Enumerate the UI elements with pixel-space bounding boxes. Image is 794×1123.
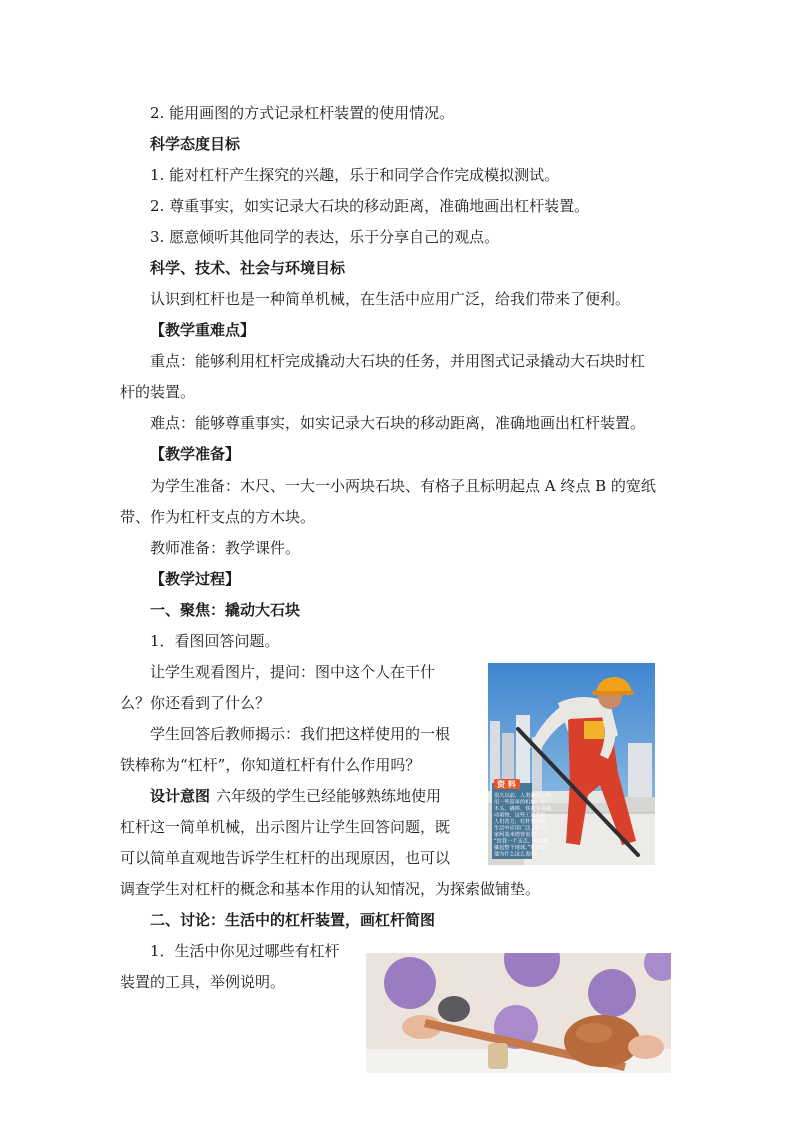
design-intent-line-1 (150, 786, 441, 806)
ruler-lever-illustration (366, 953, 671, 1073)
design-intent-label: 设计意图 (150, 787, 211, 805)
caption-line: 家阿基米德曾说过： (494, 832, 541, 838)
caption-badge: 资 料 (497, 780, 516, 789)
design-intent-line-3: 可以简单直观地告诉学生杠杆的出现原因，也可以 (120, 849, 451, 867)
attitude-item-2: 2. 尊重事实，如实记录大石块的移动距离，准确地画出杠杆装置。 (150, 197, 590, 215)
caption-line: 他为什么这么说吗？ (494, 851, 541, 858)
prep-student-line-2: 带、作为杠杆支点的方木块。 (120, 508, 316, 526)
caption-line: 生活中应用广泛，科学 (494, 825, 546, 832)
section-heading-key-points: 【教学重难点】 (150, 321, 256, 339)
design-intent-line-4: 调查学生对杠杆的概念和基本作用的认知情况，为探索做铺垫。 (120, 880, 541, 898)
section-heading-attitude: 科学态度目标 (150, 135, 241, 153)
step-heading-focus: 一、聚焦：撬动大石块 (150, 601, 301, 619)
section-heading-process: 【教学过程】 (150, 570, 241, 588)
caption-line: 撬起整个地球。”你知道 (494, 845, 546, 851)
caption-line: 木头、撬棒、铁锹等来撬 (494, 806, 552, 812)
attitude-item-1: 1. 能对杠杆产生探究的兴趣，乐于和同学合作完成模拟测试。 (150, 166, 560, 184)
discuss-line-2: 装置的工具，举例说明。 (120, 973, 286, 991)
section-heading-preparation: 【教学准备】 (150, 445, 241, 463)
prep-teacher-line: 教师准备：教学课件。 (150, 539, 301, 557)
stse-text: 认识到杠杆也是一种简单机械，在生活中应用广泛，给我们带来了便利。 (150, 290, 631, 308)
section-heading-stse: 科学、技术、社会与环境目标 (150, 259, 346, 277)
prep-student-line-1: 为学生准备：木尺、一大一小两块石块、有格子且标明起点 A 终点 B 的宽纸 (150, 477, 656, 495)
ruler-lever-photo (366, 953, 671, 1073)
reveal-line-2: 铁棒称为“杠杆”，你知道杠杆有什么作用吗？ (120, 756, 421, 774)
worker-lever-illustration (488, 663, 655, 865)
caption-line: 动重物，这些工具帮助 (494, 812, 546, 819)
difficulty-line: 难点：能够尊重事实，如实记录大石块的移动距离，准确地画出杠杆装置。 (150, 414, 646, 432)
caption-line: “给我一个支点，我就能 (494, 838, 549, 845)
caption-line: 用一些简单的机械，如 (494, 799, 546, 806)
discuss-line-1: 1．生活中你见过哪些有杠杆 (150, 942, 340, 960)
worker-lever-photo (488, 663, 655, 865)
key-point-line-2: 杆的装置。 (120, 383, 196, 401)
design-intent-line-2: 杠杆这一简单机械，出示图片让学生回答问题，既 (120, 818, 451, 836)
question-line-2: 么？你还看到了什么？ (120, 694, 271, 712)
key-point-line-1: 重点：能够利用杠杆完成撬动大石块的任务，并用图式记录撬动大石块时杠 (150, 352, 646, 370)
attitude-item-3: 3. 愿意倾听其他同学的表达，乐于分享自己的观点。 (150, 228, 500, 246)
caption-line: 人们省力，杠杆原理在 (494, 819, 546, 825)
caption-line: 很久以前，人类就学会利 (494, 793, 552, 799)
design-intent-text: 六年级的学生已经能够熟练地使用 (216, 787, 442, 805)
step-heading-discuss: 二、讨论：生活中的杠杆装置，画杠杆简图 (150, 911, 436, 929)
question-line-1: 让学生观看图片，提问：图中这个人在干什 (150, 663, 436, 681)
reveal-line-1: 学生回答后教师揭示：我们把这样使用的一根 (150, 725, 451, 743)
step-1-title: 1．看图回答问题。 (150, 632, 280, 650)
objective-line-1: 2. 能用画图的方式记录杠杆装置的使用情况。 (150, 104, 455, 122)
